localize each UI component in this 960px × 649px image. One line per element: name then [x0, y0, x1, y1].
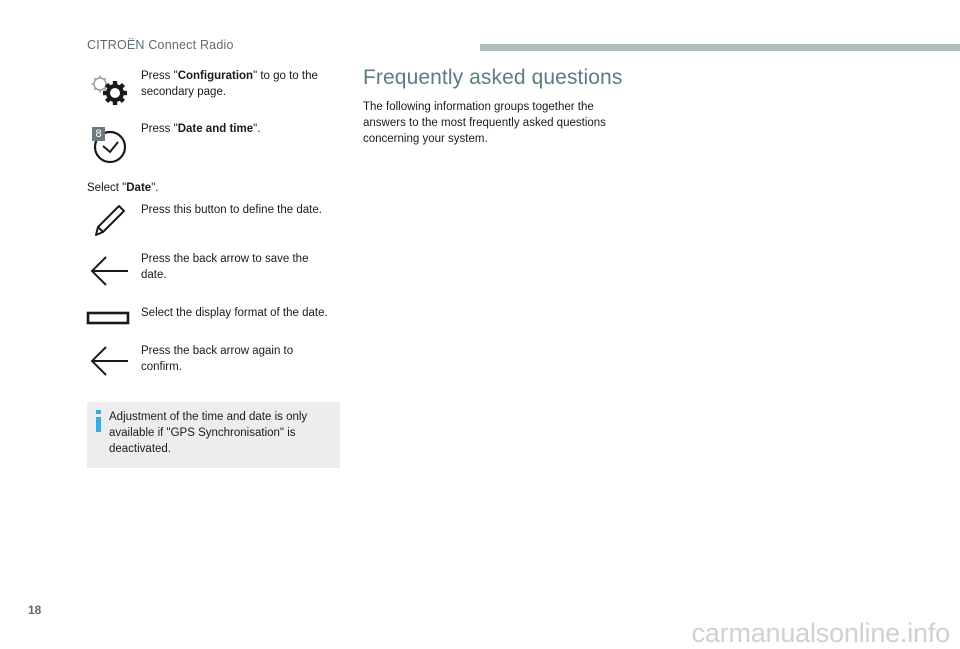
instruction-text: " to go to the secondary page.	[141, 70, 318, 98]
format-bar-icon[interactable]	[86, 310, 130, 326]
configuration-instruction	[141, 68, 336, 100]
clock-badge: 8	[95, 128, 102, 140]
date-label: Date	[126, 182, 152, 194]
info-icon	[94, 410, 103, 432]
format-instruction: Select the display format of the date.	[141, 307, 328, 319]
back-arrow-icon[interactable]	[88, 254, 130, 288]
faq-body: The following information groups together the answers to the most frequently asked questions concerning your system.	[363, 101, 606, 145]
configuration-label: Configuration	[177, 70, 254, 82]
back-arrow-icon[interactable]	[88, 344, 130, 378]
select-date-instruction	[87, 180, 337, 196]
pencil-icon[interactable]	[92, 202, 128, 238]
back-confirm-instruction: Press the back arrow again to confirm.	[141, 345, 294, 373]
date-time-instruction	[141, 121, 336, 137]
instruction-text: Press "	[141, 70, 178, 82]
note-text: Adjustment of the time and date is only available if "GPS Synchronisation" is deactivated.	[109, 411, 308, 455]
instruction-text: ".	[253, 123, 261, 135]
page-number: 18	[28, 603, 42, 617]
watermark: carmanualsonline.info	[691, 618, 950, 648]
instruction-text: Select "	[87, 182, 127, 194]
edit-instruction: Press this button to define the date.	[141, 204, 322, 216]
date-and-time-label: Date and time	[177, 123, 254, 135]
faq-title: Frequently asked questions	[363, 66, 623, 89]
header-bar	[480, 44, 960, 51]
back-save-instruction: Press the back arrow to save the date.	[141, 253, 309, 281]
header-title: CITROËN Connect Radio	[87, 38, 234, 52]
gear-icon[interactable]	[88, 72, 132, 108]
instruction-text: Press "	[141, 123, 178, 135]
instruction-text: ".	[151, 182, 159, 194]
